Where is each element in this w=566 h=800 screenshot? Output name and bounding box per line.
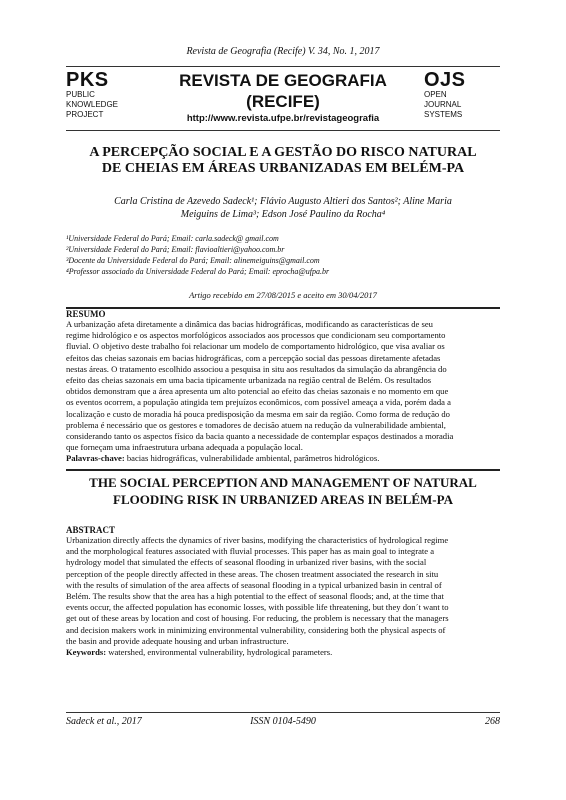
keywords-text: bacias hidrográficas, vulnerabilidade ambiental, parâmetros hidrológicos. <box>124 453 380 464</box>
resumo-line: efeito das cheias sazonais em uma bacia tipicamente urbanizada na região central de Belém. Os resultados <box>66 375 432 386</box>
resumo-line: localização e custo de moradia há pouca predisposição da mesma em sair da região. Como forma de redução do <box>66 408 450 419</box>
received-date: Artigo recebido em 27/08/2015 e aceito em 30/04/2017 <box>189 290 377 300</box>
article-title-pt <box>40 145 526 177</box>
resumo-keywords <box>66 453 500 464</box>
pks-line: PROJECT <box>66 110 104 119</box>
ojs-line: OPEN <box>424 90 447 99</box>
journal-masthead <box>150 70 416 126</box>
abstract-keywords <box>66 647 500 658</box>
ojs-logo <box>424 70 466 120</box>
title-pt-line: A PERCEPÇÃO SOCIAL E A GESTÃO DO RISCO NATURAL <box>89 145 477 160</box>
keywords-text: watershed, environmental vulnerability, hydrological parameters. <box>106 647 333 658</box>
resumo-bottom-rule <box>66 469 500 471</box>
masthead-subtitle: (RECIFE) <box>246 92 320 111</box>
abstract-line: Belém. The results show that the area has a high potential to the effect of seasonal floods; and, at the time that <box>66 591 444 602</box>
authors <box>60 195 506 221</box>
affiliation-item: ¹Universidade Federal do Pará; Email: carla.sadeck@ gmail.com <box>66 234 279 243</box>
footer-citation: Sadeck et al., 2017 <box>66 716 142 727</box>
title-en-line: FLOODING RISK IN URBANIZED AREAS IN BELÉM-PA <box>113 492 453 507</box>
resumo-line: A urbanização afeta diretamente a dinâmica das bacias hidrográficas, modificando as características de seu <box>66 319 433 329</box>
abstract-line: get out of these areas by location and cost of housing. For reducing, the problem is necessary that the managers <box>66 613 449 624</box>
abstract-line: the basin and provide adequate housing and urban infrastructure. <box>66 635 289 646</box>
pks-logo <box>66 70 118 120</box>
affiliations <box>66 233 506 277</box>
authors-line: Carla Cristina de Azevedo Sadeck¹; Flávio Augusto Altieri dos Santos²; Aline Maria <box>114 196 452 207</box>
resumo-line: os eventos ocorrem, a população atingida tem prejuízos econômicos, com possível ameaça a vida, porém dada a <box>66 397 451 408</box>
keywords-label: Palavras-chave: <box>66 453 125 464</box>
abstract-section <box>66 525 500 658</box>
header-top-rule <box>66 66 500 67</box>
abstract-body <box>66 535 500 658</box>
article-title-en <box>40 474 526 508</box>
affiliation-item: ³Docente da Universidade Federal do Pará; Email: alinemeiguins@gmail.com <box>66 256 320 265</box>
footer-rule <box>66 712 500 713</box>
resumo-line: obtidos demonstram que a área apresenta um alto potencial ao efeito das cheias sazonais e no momento em que <box>66 386 449 397</box>
pks-abbr: PKS <box>66 69 109 91</box>
abstract-line: with the results of simulation of the area affects of seasonal flooding in a typical urbanized basin in central of <box>66 579 442 590</box>
pks-line: KNOWLEDGE <box>66 100 119 109</box>
abstract-heading: ABSTRACT <box>66 525 116 535</box>
resumo-body <box>66 319 500 465</box>
abstract-line: Urbanization directly affects the dynamics of river basins, modifying the characteristics of hydrological regime <box>66 535 449 545</box>
abstract-line: hydrology model that simulated the effects of seasonal flooding in urbanized river basins, with the social <box>66 557 427 568</box>
resumo-line: considerando tanto os aspectos físico da bacia quanto a necessidade de contemplar espaços destinados a moradia <box>66 431 454 442</box>
ojs-line: SYSTEMS <box>424 110 463 119</box>
title-pt-line: DE CHEIAS EM ÁREAS URBANIZADAS EM BELÉM-PA <box>101 161 465 176</box>
header-bottom-rule <box>66 130 500 131</box>
masthead-title: REVISTA DE GEOGRAFIA <box>179 71 387 90</box>
resumo-line: efeitos das cheias sazonais em bacias hidrográficas, com a percepção social das pessoas diretamente afetadas <box>66 352 441 363</box>
resumo-heading: RESUMO <box>66 309 106 319</box>
affiliation-item: ²Universidade Federal do Pará; Email: flavioaltieri@yahoo.com.br <box>66 245 285 254</box>
abstract-line: and the morphological features associated with fluvial processes. This paper has as main goal to integrate a <box>66 546 435 557</box>
resumo-line: que forneçam uma infraestrutura urbana adequada a população local. <box>66 442 303 453</box>
footer-issn: ISSN 0104-5490 <box>250 716 316 727</box>
abstract-line: events occur, the affected population has economic losses, with possible life threatening, but they don´t want to <box>66 602 449 613</box>
title-en-line: THE SOCIAL PERCEPTION AND MANAGEMENT OF NATURAL <box>89 475 477 490</box>
resumo-line: regime hidrológico e os aspectos morfológicos associados aos processos que condicionam seu comportamento <box>66 330 446 341</box>
keywords-label: Keywords: <box>66 647 107 658</box>
footer-page-number: 268 <box>485 716 500 727</box>
affiliation-item: ⁴Professor associado da Universidade Federal do Pará; Email: eprocha@ufpa.br <box>66 267 330 276</box>
journal-url-link[interactable]: http://www.revista.ufpe.br/revistageografia <box>186 113 380 124</box>
authors-line: Meiguins de Lima³; Edson José Paulino da Rocha⁴ <box>180 209 386 220</box>
abstract-line: and decision makers work in minimizing environmental vulnerability, considering both the physical aspects of <box>66 624 446 635</box>
resumo-line: problema é necessário que os gestores e tomadores de decisão atuem na redução da vulnerabilidade ambiental, <box>66 419 446 430</box>
ojs-abbr: OJS <box>424 69 466 91</box>
journal-reference: Revista de Geografia (Recife) V. 34, No. 1, 2017 <box>186 46 380 57</box>
resumo-section <box>66 309 500 465</box>
pks-line: PUBLIC <box>66 90 95 99</box>
resumo-line: fluvial. O objetivo deste trabalho foi relacionar um modelo de comportamento hidrológico, que visa avaliar os <box>66 341 445 352</box>
abstract-line: perception of the people directly affected in these areas. The chosen treatment associated the research in situ <box>66 568 439 579</box>
ojs-line: JOURNAL <box>424 100 462 109</box>
resumo-line: nestas áreas. O tratamento escolhido associou a pesquisa in situ aos resultados da simulação da abrangência do <box>66 363 447 374</box>
